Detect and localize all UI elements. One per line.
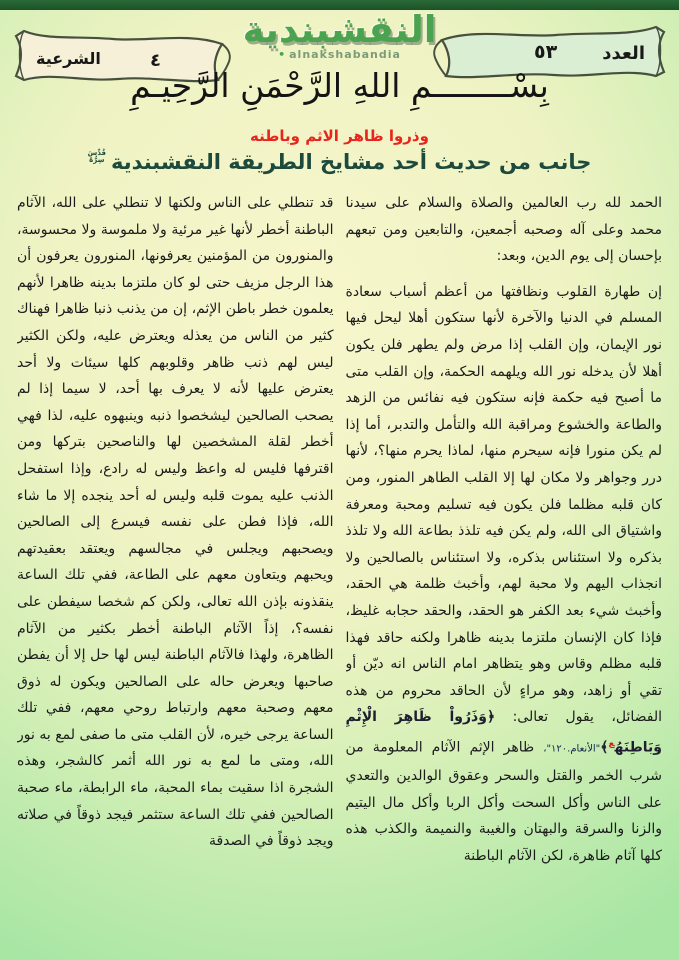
logo-arabic-calligraphy: النقشبندية: [242, 8, 437, 51]
main-paragraph-left: قد تنطلي على الناس ولكنها لا تنطلي على الله، الآثام الباطنة أخطر لأنها غير مرئية ولا ملموسة ولا محسوسة، والمنورون من المؤمنين يعرفونها، المنورون يعرفون أن هذا الرجل مزيف حتى لو كان ملتزما بدينه ظاهرا لأنهم يعلمون خطر باطن الإثم، إن من يذنب ذنبا ظاهرا فهناك كثير من الناس من يعذله ويعترض عليه، ولكن الكثير ليس لهم ذنب ظاهر وقلوبهم كلها سيئات ولا أحد يعترض عليها لأنه لا يعرف بها أحد، لا سيما إذا لم يصحب الصالحين ليشخصوا ذنبه وينبهوه عليه، لذا فهي أخطر لقلة المشخصين لها والناصحين بتركها ومن اقترفها فليس له واعظ وليس له رادع، وإذا استفحل الذنب عليه يموت قلبه وليس له أحد ينجده إلا ما شاء الله، فإذا فطن على نفسه فيسرع إلى الصالحين ويصحبهم ويجلس في مجالسهم ويعتقد بعقيدتهم ويحبهم ويتعاون معهم على الطاعة، ففي تلك الساعة ينقذونه بإذن الله تعالى، ولكن كم شخصا سيفطن على نفسه؟، إذاً الآثام الباطنة أخطر بكثير من الآثام الظاهرة، ولهذا فالآثام الباطنة ليس لها حل إلا أن يفطن صاحبها ويعرض حاله على الصالحين ويكون له ذوق معهم وصحبة معهم وارتباط روحي معهم، ففي تلك الساعة يرجى خيره، لأن القلب متى ما صفى لمع به نور الله، ومتى ما لمع به نور الله أثمر كالشجر، وهذه الشجرة اذا سقيت بماء المحبة، ماء الرابطة، ماء صحبة الصالحين ففي تلك الساعة ستثمر فيجد ذوقاً في صلاته ويجد ذوقاً في الصدقة: [17, 195, 334, 850]
logo-dot-icon: •: [278, 48, 287, 62]
issue-label: العدد: [602, 43, 645, 64]
logo-latin-text: alnakshabandia: [289, 48, 401, 62]
qaddasa-sirruh-stamp-icon: [88, 150, 106, 165]
stamp-line1: قُدِّسَ: [87, 148, 106, 157]
body-text-after-verse: ظاهر الإثم الآثام المعلومة من شرب الخمر والقتل والسحر وعقوق الوالدين والتعدي على الناس وأكل السحت وأكل الربا وأكل مال اليتيم والزنا والسرقة والبهتان والغيبة والنميمة والكذب هذه كلها آثام ظاهرة، لكن الآثام الباطنة: [345, 739, 662, 864]
stamp-line2: سِرُّهُ: [89, 156, 105, 164]
issue-number: ٥٣: [534, 41, 558, 63]
article-body: [0, 190, 679, 947]
quran-verse: ﴿وَذَرُواْ ظَاهِرَ الْإِثْمِ وَبَاطِنَهُ: [345, 709, 662, 756]
quran-verse-close-bracket: ﴾: [600, 739, 609, 756]
intro-paragraph: الحمد لله رب العالمين والصلاة والسلام على سيدنا محمد وعلى آله وصحبه أجمعين، والتابعين ومن تبعهم بإحسان إلى يوم الدين، وبعد:: [345, 195, 662, 265]
page-number: ٤: [150, 50, 161, 71]
magazine-logo: [230, 8, 450, 61]
ruku-marker: ع: [608, 738, 615, 749]
section-label: الشرعية: [36, 49, 101, 68]
subtitle-verse-motto: وذروا ظاهر الاثم وباطنه: [250, 127, 429, 145]
column-right: [346, 190, 663, 947]
bismillah-calligraphy: بِسْــــــــمِ اللهِ الرَّحْمَنِ الرَّحِيـمِ: [130, 66, 549, 105]
body-text-before-verse: إن طهارة القلوب ونظافتها من أعظم أسباب سعادة المسلم في الدنيا والآخرة لأنها ستكون أهلا ليحل فيها نور الإيمان، وإن القلب إذا مرض ولم يطهر فلن يكون أهلا لأن يدخله نور الله ويلهمه الحكمة، وإن القلب متى ما أصبح فيه حكمة فإنه ستكون فيه نفائس من الزهد والطاعة والخشوع ومراقبة الله والتأمل والتدبر، أما إذا لم يكن منورا فإنه سيحرم منها، لماذا يحرم منها؟، لأنها درر وجواهر ولا مكان لها إلا القلب الطاهر المنور، ومن كان قلبه مظلما فلن يكون فيه تسليم ومحبة ومعرفة واشتياق الى الله، ولم يكن فيه تلذذ بطاعة الله ولا تلذذ بذكره ولا استئناس بذكره، ولا استئناس بالصالحين ولا انجذاب اليهم ولا محبة لهم، وأخبث ظلمة هي الحقد، وأخبث شيء بعد الكفر هو الحقد، والحقد حجابه غليظ، فإذا كان الإنسان ملتزما بدينه ظاهرا ولكنه حاقد فهذا قلبه مظلم وقاس وهو يتظاهر امام الناس انه ديّن أو تقي أو زاهد، وهو مراءٍ لأن الحاقد محروم من هذه الفضائل، يقول تعالى:: [345, 283, 662, 726]
page-title: جانب من حديث أحد مشايخ الطريقة النقشبندية: [110, 150, 592, 174]
column-left: [17, 190, 334, 947]
title-row: [0, 150, 679, 174]
main-paragraph-right: [346, 279, 663, 870]
verse-reference: "الأنعام.١٢٠"،: [543, 743, 601, 755]
